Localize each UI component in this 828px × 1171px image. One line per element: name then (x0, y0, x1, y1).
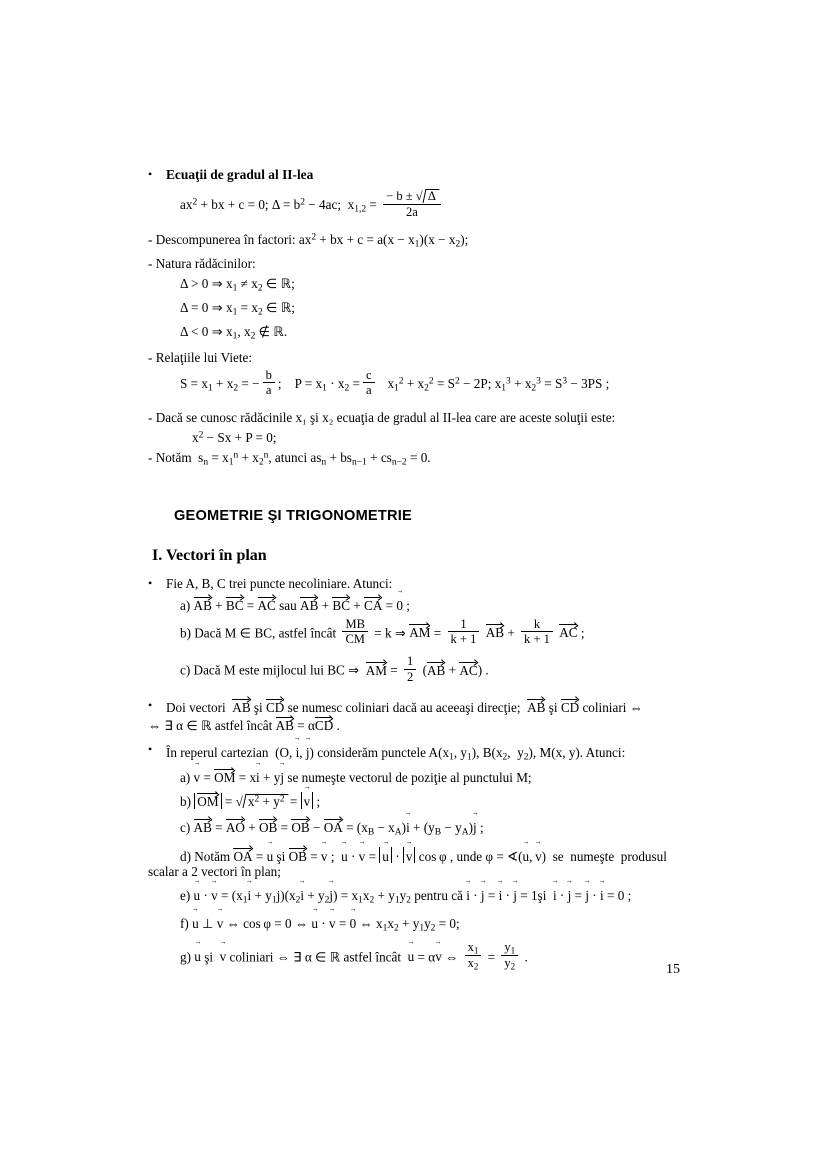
line-3b: b) OM = √ $x^2 + y^2 = v$ → ; (180, 792, 688, 808)
line-monic-equation: $x^2 - Sx + P = 0$; (192, 429, 277, 445)
viete-sum-label: $S = x_1 + x_2$ = − (180, 376, 260, 394)
line-3f: f) u → ⊥ v → ⇔ cos φ = 0 ⇔ u → · v → = 0 → ⇔ $x_1x_2 + y_1y_2 = 0$; (180, 914, 688, 934)
fraction-b-a (263, 369, 275, 398)
line-viete-label: - Relaţiile lui Viete: (148, 349, 253, 365)
fraction-mb-cm-num: MB (345, 616, 365, 631)
line-3d: d) Notăm OA = u → şi OB = v → ; u → · v → = u → · v → cos φ , unde φ = ∢(u →, v →) se numeşte produsul (180, 847, 688, 863)
line-nature-roots-label: - Natura rădăcinilor: (148, 255, 256, 271)
vector-om: OM (214, 770, 236, 786)
line-1b: b) Dacă M ∈ BC, astfel încât $\frac{MB}{CM}$ = k ⇒ AM = $\frac{1}{k + 1}$ AB + $\frac{k}{k + 1}$ AC ; (180, 616, 585, 646)
vector-zero: 0 → (396, 596, 403, 612)
line-1c: c) Dacă M este mijlocul lui BC ⇒ AM = $\frac{1}{2}$ (AB + AC) . (180, 654, 489, 684)
formula-quadratic-main (180, 191, 688, 221)
formula-quadratic-text: $ax^2$ + bx + c = 0; $\Delta = b^2 - 4ac$; $x_{1,2}$ = (180, 197, 377, 215)
line-3a: a) v → = OM = xi → + yj → se numeşte vectorul de poziţie al punctului M; (180, 768, 688, 784)
fraction-x1-x2-num: $x_1$ (467, 939, 479, 955)
fraction-b-a-num: b (265, 367, 272, 382)
vector-cd: CD (314, 718, 334, 734)
page-content (148, 168, 688, 981)
vector-ac: AC (257, 597, 276, 613)
fraction-c-a (363, 369, 375, 398)
vector-v: v → (194, 768, 201, 784)
bullet-item-1 (148, 577, 688, 590)
fraction-half-num: 1 (407, 654, 414, 669)
fraction-1-k1 (448, 618, 480, 647)
fraction-roots-denominator: 2a (383, 204, 441, 219)
fraction-roots (383, 189, 441, 219)
vector-ac3: AC (459, 662, 478, 678)
line-1a: a) AB + BC = AC sau AB + BC + CA = 0 → ; (180, 596, 688, 612)
fraction-mb-cm (342, 618, 368, 647)
fraction-y1-y2-num: $y_1$ (504, 939, 516, 955)
line-factorization: - Descompunerea în factori: $ax^2$ + bx + $c = a(x - x_1)(x - x_2)$; (148, 232, 469, 250)
abs-om: OM (194, 793, 221, 808)
page-number: 15 (666, 962, 680, 977)
vector-bc2: BC (332, 597, 350, 613)
subsection-vectors: I. Vectori în plan (152, 547, 267, 565)
line-2b: ⇔ ∃ α ∈ ℝ astfel încât AB = αCD . (148, 718, 340, 734)
line-3e: e) u → · v → = ($x_1i$ → + $y_1j)(x_2i$ → + $y_2j$ →) = $x_1x_2 + y_1y_2$ pentru că i → · j → = i → · j → = 1şi i → · j → = j → · i → = 0 ; (180, 886, 688, 906)
vector-am: AM (409, 625, 431, 641)
fraction-x1-x2-den: $x_2$ (465, 955, 482, 972)
abs-v: v → (301, 792, 314, 808)
bullet-item-3 (148, 743, 688, 763)
heading-quadratic (148, 168, 688, 181)
fraction-roots-numerator: − b ± √ Δ (383, 189, 441, 203)
bullet-icon: • (148, 697, 153, 712)
line-delta-negative: Δ < 0 ⇒ $x_1$, $x_2$ ∉ ℝ. (180, 323, 288, 342)
fraction-mb-cm-den: CM (342, 631, 368, 646)
fraction-1-k1-den: k + 1 (448, 631, 480, 646)
bullet-icon: • (148, 167, 153, 181)
viete-sep1: ; $P = x_1 \cdot x_2$ = (277, 376, 360, 394)
fraction-c-a-num: c (365, 367, 372, 382)
fraction-b-a-den: a (263, 382, 275, 397)
section-title-geometry: GEOMETRIE ŞI TRIGONOMETRIE (174, 507, 412, 524)
viete-powers: $x_1^2 + x_2^2 = S^2 - 2P$; $x_1^3 + x_2^3 = S^3 - 3PS$ ; (377, 376, 610, 394)
vector-ab4: AB (427, 662, 446, 678)
bullet-2-text: Doi vectori AB şi CD se numesc coliniari dacă au aceeaşi direcţie; AB şi CD coliniari ⇔ (166, 699, 643, 715)
fraction-y1-y2-den: $y_2$ (501, 955, 518, 972)
fraction-x1-x2 (465, 941, 482, 972)
vector-bc: BC (225, 597, 244, 613)
fraction-k-k1-den: k + 1 (521, 631, 553, 646)
bullet-1-text: Fie A, B, C trei puncte necoliniare. Atunci: (166, 576, 393, 592)
vector-ac2: AC (559, 625, 578, 641)
fraction-y1-y2 (501, 941, 518, 972)
vector-am2: AM (365, 662, 387, 678)
line-3g: g) u → şi v → coliniari ⇔ ∃ α ∈ ℝ astfel încât u → = αv → ⇔ $\frac{x_1}{x_2}$ = $\frac{y_1}{y_2}$ . (180, 943, 688, 974)
fraction-half (404, 655, 416, 684)
bullet-icon: • (148, 742, 153, 757)
bullet-icon: • (148, 576, 153, 591)
fraction-1-k1-num: 1 (460, 616, 467, 631)
line-known-roots: - Dacă se cunosc rădăcinile x₁ şi x₂ ecuaţia de gradul al II-lea care are aceste soluţii este: (148, 409, 616, 425)
heading-quadratic-label: Ecuaţii de gradul al II-lea (166, 167, 314, 182)
vector-ca: CA (364, 597, 383, 613)
line-3d-cont: scalar a 2 vectori în plan; (148, 863, 281, 879)
bullet-item-2 (148, 699, 688, 714)
vector-ab2: AB (300, 597, 319, 613)
bullet-3-text: În reperul cartezian (O, i →, j →) considerăm punctele $A(x_1$, $y_1$), $B(x_2$, $y_2$), M(x, y). Atunci: (166, 743, 625, 763)
line-3c: c) AB = AO + OB = OB − OA = $(x_B - x_A)i$ → + $(y_B - y_A)j$ → ; (180, 818, 688, 838)
line-delta-positive: Δ > 0 ⇒ $x_1 \ne x_2$ ∈ ℝ; (180, 276, 295, 294)
fraction-c-a-den: a (363, 382, 375, 397)
fraction-k-k1 (521, 618, 553, 647)
vector-ab: AB (193, 597, 212, 613)
line-recurrence: - Notăm $s_n = x_1^n + x_2^n$, atunci $as_n + bs_{n-1} + cs_{n-2} = 0$. (148, 449, 431, 468)
vector-ab3: AB (485, 625, 505, 641)
line-delta-zero: Δ = 0 ⇒ $x_1 = x_2$ ∈ ℝ; (180, 299, 295, 318)
vector-ab5: AB (275, 718, 294, 734)
fraction-k-k1-num: k (533, 616, 541, 631)
fraction-half-den: 2 (404, 669, 416, 684)
formula-viete (180, 367, 688, 400)
